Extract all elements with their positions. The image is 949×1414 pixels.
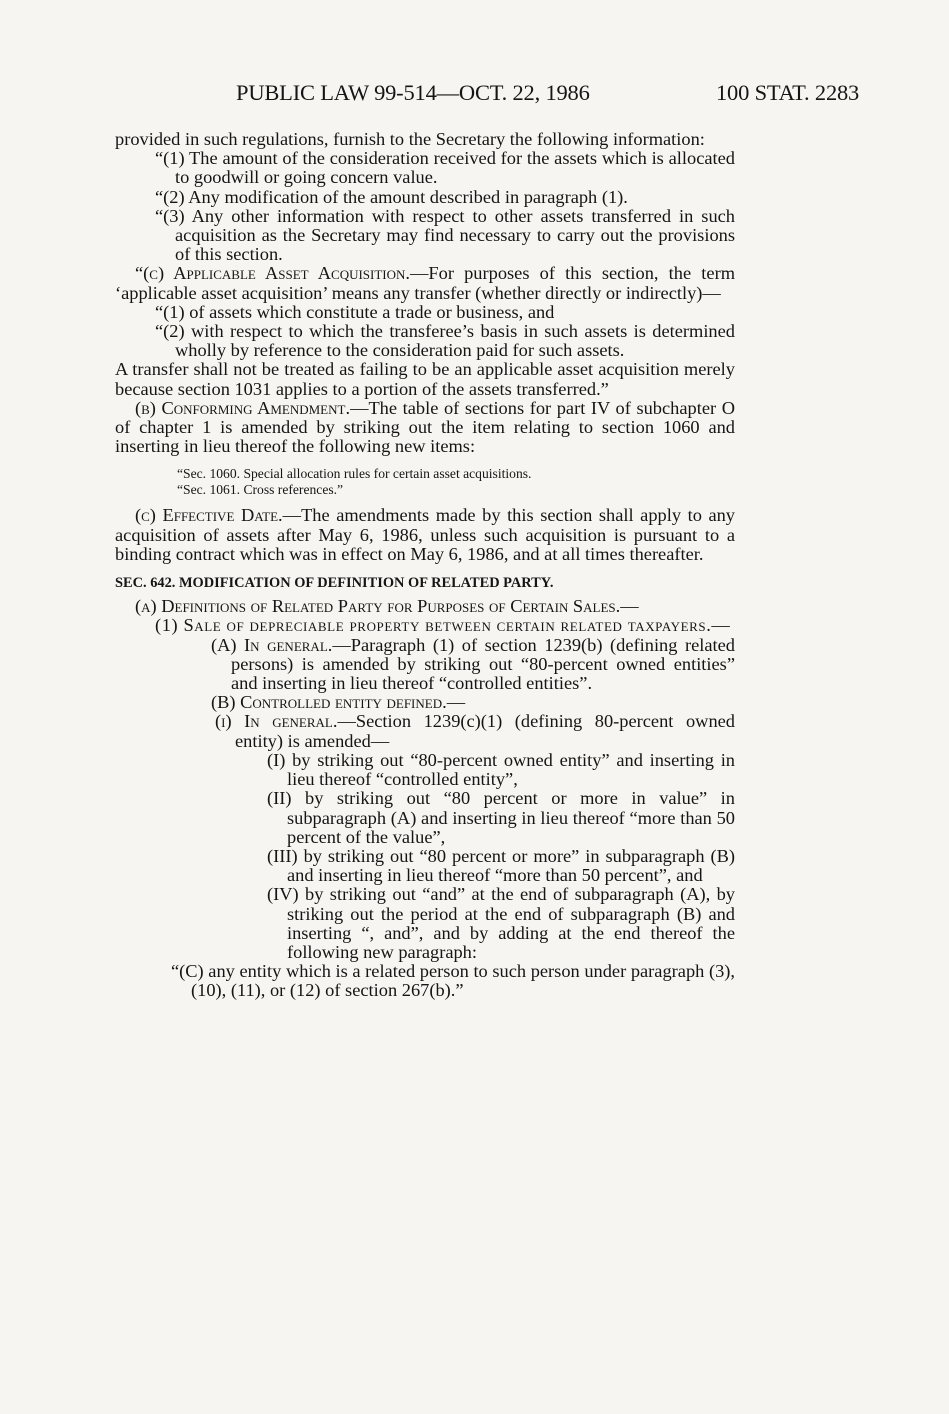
paragraph (115, 264, 735, 302)
paragraph: “(1) of assets which constitute a trade or business, and (155, 301, 555, 322)
running-header-stat: 100 STAT. 2283 (716, 80, 860, 105)
toc-item: “Sec. 1061. Cross references.” (177, 482, 344, 498)
paragraph (115, 399, 735, 457)
paragraph (115, 636, 735, 694)
paragraph: (IV) by striking out “and” at the end of subparagraph (A), by striking out the period at the end of subparagraph (B) and inserting “, and”, and by adding at the end thereof the following new paragraph: (267, 884, 735, 962)
paragraph: (I) by striking out “80-percent owned entity” and inserting in lieu thereof “controlled entity”, (267, 749, 735, 790)
paragraph: A transfer shall not be treated as failing to be an applicable asset acquisition merely because section 1031 applies to a portion of the assets transferred.” (115, 359, 735, 399)
toc-item: “Sec. 1060. Special allocation rules for certain asset acquisitions. (177, 466, 532, 482)
clause-text: —Section 1239(c)(1) (defining 80-percent owned entity) is amended— (235, 711, 735, 751)
paragraph: (II) by striking out “80 percent or more in value” in subparagraph (A) and inserting in lieu thereof “more than 50 percent of the value”, (267, 788, 735, 847)
paragraph: (a) Definitions of Related Party for Purposes of Certain Sales.— (135, 596, 639, 617)
subsection-heading: (c) Effective Date. (135, 505, 283, 526)
paragraph: (III) by striking out “80 percent or more” in subparagraph (B) and inserting in lieu thereof “more than 50 percent”, and (267, 845, 735, 886)
subsection-text: —The table of sections for part IV of subchapter O of chapter 1 is amended by striking out the item relating to section 1060 and inserting in lieu thereof the following new items: (115, 397, 735, 457)
paragraph (115, 712, 735, 750)
paragraph: provided in such regulations, furnish to the Secretary the following information: (115, 129, 705, 149)
subparagraph-heading: (A) In general. (211, 634, 333, 655)
table-of-sections (115, 466, 735, 498)
running-header-law: PUBLIC LAW 99-514—OCT. 22, 1986 (236, 80, 590, 105)
paragraph: “(3) Any other information with respect to other assets transferred in such acquisition as the Secretary may find necessary to carry out the provisions of this section. (155, 205, 735, 265)
document-body (115, 130, 735, 1001)
subsection-text: —For purposes of this section, the term ‘applicable asset acquisition’ means any transfer (whether directly or indirectly)— (115, 263, 736, 303)
paragraph (115, 506, 735, 564)
paragraph: “(2) with respect to which the transferee’s basis in such assets is determined wholly by reference to the consideration paid for such assets. (155, 321, 735, 361)
paragraph: “(1) The amount of the consideration received for the assets which is allocated to goodwill or going concern value. (155, 148, 735, 188)
paragraph: (B) Controlled entity defined.— (211, 692, 466, 713)
paragraph: “(2) Any modification of the amount described in paragraph (1). (155, 186, 628, 207)
paragraph: “(C) any entity which is a related person to such person under paragraph (3), (10), (11), or (12) of section 267(b).” (171, 961, 735, 1001)
clause-heading: (i) In general. (215, 711, 338, 732)
subsection-heading: “(c) Applicable Asset Acquisition. (135, 263, 411, 284)
subsection-text: —The amendments made by this section shall apply to any acquisition of assets after May 6, 1986, unless such acquisition is pursuant to a binding contract which was in effect on May 6, 1986, and at all times thereafter. (115, 505, 736, 564)
subparagraph-text: —Paragraph (1) of section 1239(b) (defining related persons) is amended by striking out “80-percent owned entities” and inserting in lieu thereof “controlled entities”. (231, 634, 735, 694)
section-heading: SEC. 642. MODIFICATION OF DEFINITION OF RELATED PARTY. (115, 575, 554, 592)
paragraph: (1) Sale of depreciable property between certain related taxpayers.— (155, 615, 731, 636)
subsection-heading: (b) Conforming Amendment. (135, 397, 351, 418)
